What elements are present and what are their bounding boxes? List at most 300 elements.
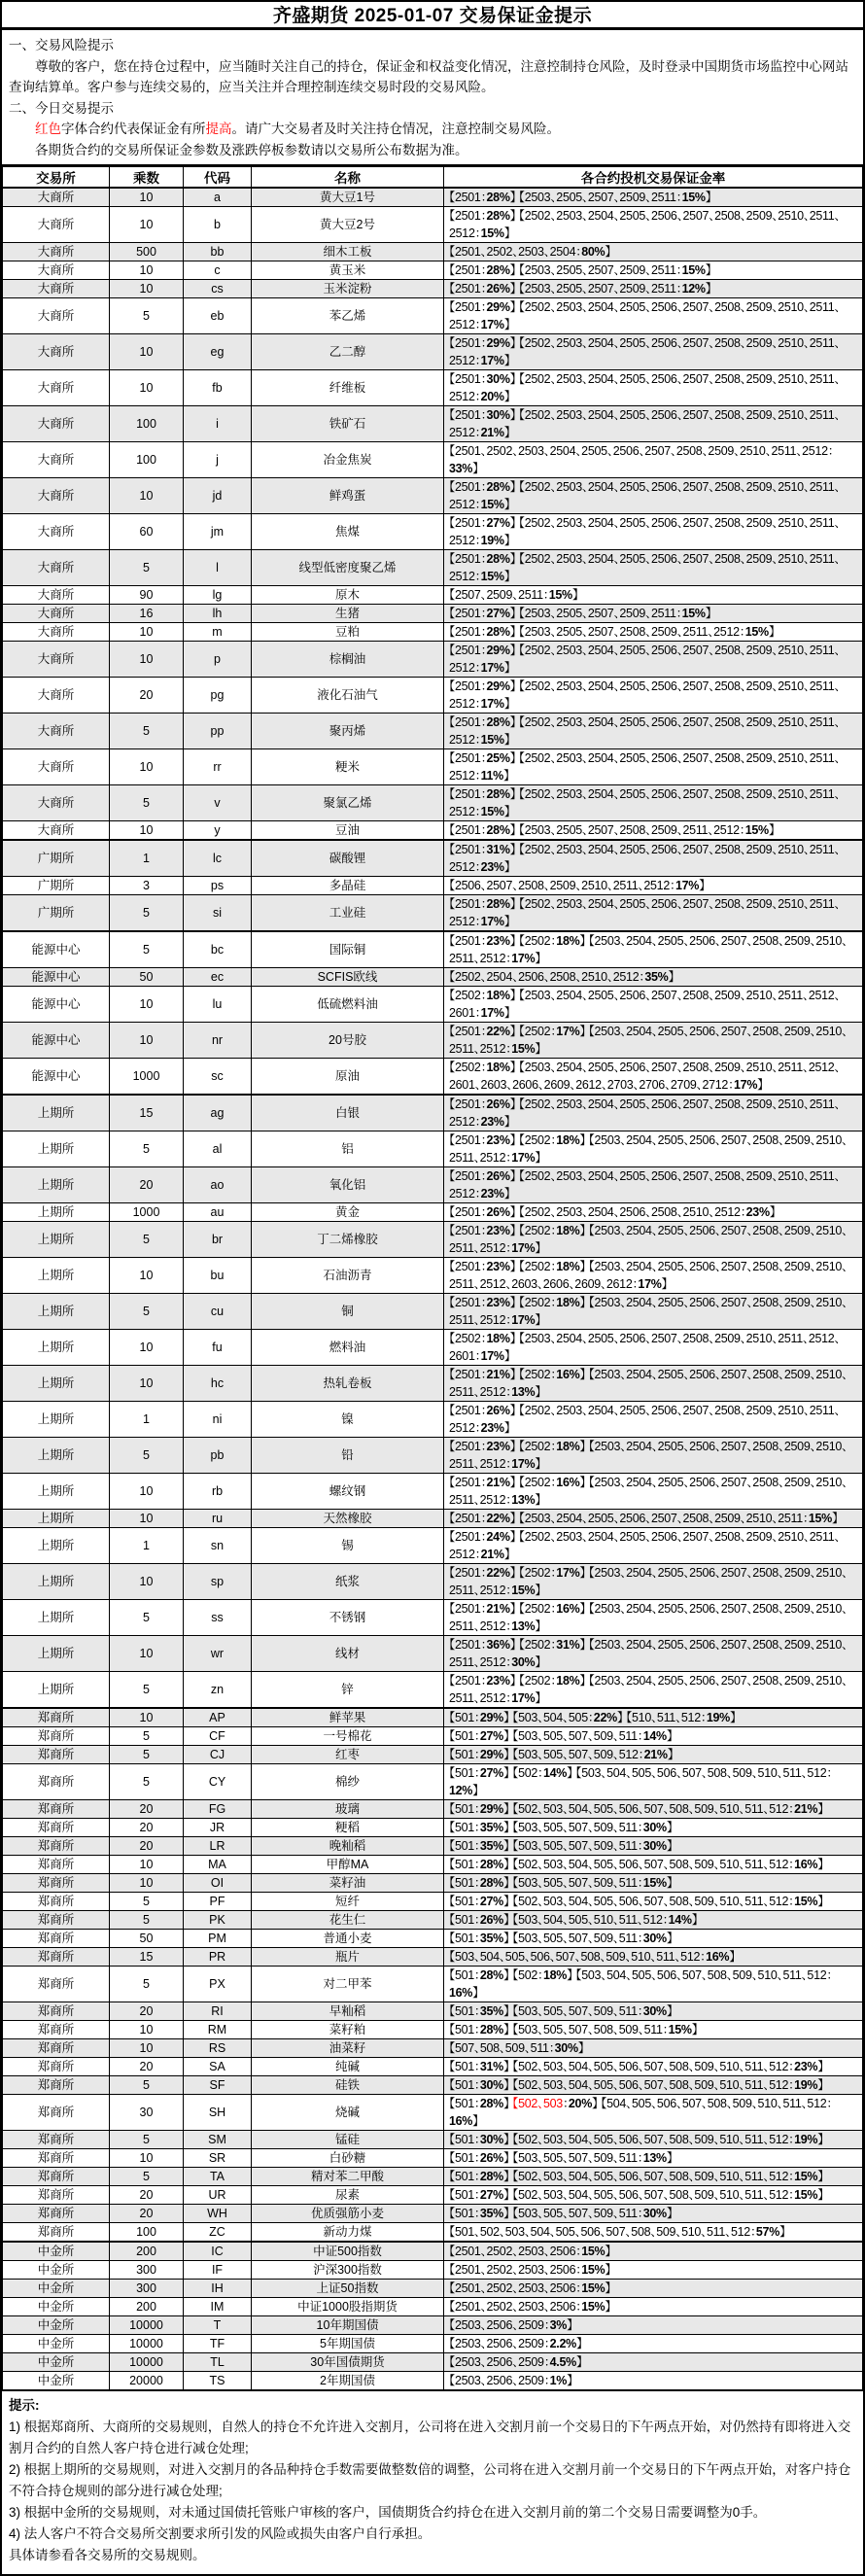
exchange-cell: 大商所 [3,298,110,334]
multiplier-cell: 20 [110,2002,184,2021]
margin-rates-cell: 【2501：28%】 【2503、2505、2507、2509、2511：15%】 [444,261,863,280]
multiplier-cell: 10 [110,1636,184,1672]
exchange-cell: 郑商所 [3,2168,110,2186]
multiplier-cell: 5 [110,1727,184,1746]
margin-rates-cell: 【2501、2502、2503、2504、2505、2506、2507、2508、2509、2510、2511、2512：33%】 [444,442,863,478]
margin-rates-cell: 【2501：28%】 【2502、2503、2504、2505、2506、2507、2508、2509、2510、2511、2512：17%】 [444,895,863,932]
code-cell: PR [184,1948,252,1967]
name-cell: 短纤 [252,1893,444,1911]
multiplier-cell: 10 [110,1330,184,1366]
name-cell: 原木 [252,586,444,605]
multiplier-cell: 20 [110,1819,184,1837]
exchange-cell: 郑商所 [3,1874,110,1893]
name-cell: 豆油 [252,821,444,841]
exchange-cell: 大商所 [3,785,110,821]
notes-section [2,2391,863,2574]
margin-rates-cell: 【503、504、505、506、507、508、509、510、511、512：16%】 [444,1948,863,1967]
name-cell: 玉米淀粉 [252,280,444,298]
table-row [3,623,863,642]
multiplier-cell: 10 [110,1023,184,1059]
table-row [3,1438,863,1474]
table-row [3,2149,863,2168]
multiplier-cell: 200 [110,2242,184,2261]
multiplier-cell: 200 [110,2298,184,2316]
code-cell: jd [184,478,252,514]
table-row [3,2095,863,2131]
name-cell: 鲜苹果 [252,1708,444,1727]
table-row [3,1636,863,1672]
code-cell: bu [184,1258,252,1294]
name-cell: 冶金焦炭 [252,442,444,478]
code-cell: RI [184,2002,252,2021]
multiplier-cell: 10 [110,1510,184,1528]
margin-rates-cell: 【501：28%】 【502、503、504、505、506、507、508、509、510、511、512：15%】 [444,2168,863,2186]
margin-rates-cell: 【2501：27%】 【2502、2503、2504、2505、2506、2507、2508、2509、2510、2511、2512：19%】 [444,514,863,550]
exchange-cell: 大商所 [3,442,110,478]
multiplier-cell: 20 [110,2186,184,2205]
margin-rates-cell: 【501：27%】 【502、503、504、505、506、507、508、509、510、511、512：15%】 [444,2186,863,2205]
code-cell: JR [184,1819,252,1837]
header-multiplier: 乘数 [110,166,184,189]
exchange-cell: 郑商所 [3,1764,110,1800]
margin-rates-cell: 【501：30%】 【502、503、504、505、506、507、508、509、510、511、512：19%】 [444,2076,863,2095]
name-cell: 2年期国债 [252,2372,444,2391]
exchange-cell: 大商所 [3,514,110,550]
margin-rates-cell: 【2501：23%】 【2502：18%】 【2503、2504、2505、2506、2507、2508、2509、2510、2511、2512：17%】 [444,1131,863,1167]
code-cell: SM [184,2131,252,2149]
name-cell: 菜籽粕 [252,2021,444,2039]
table-row [3,1474,863,1510]
exchange-cell: 能源中心 [3,1023,110,1059]
exchange-cell: 能源中心 [3,1059,110,1096]
exchange-cell: 大商所 [3,678,110,714]
multiplier-cell: 10 [110,188,184,207]
exchange-cell: 郑商所 [3,1893,110,1911]
name-cell: 红枣 [252,1746,444,1764]
multiplier-cell: 50 [110,968,184,987]
name-cell: 纯碱 [252,2058,444,2076]
multiplier-cell: 300 [110,2261,184,2280]
multiplier-cell: 10 [110,642,184,678]
multiplier-cell: 5 [110,931,184,968]
exchange-cell: 大商所 [3,261,110,280]
table-row [3,442,863,478]
name-cell: 铝 [252,1131,444,1167]
name-cell: 苯乙烯 [252,298,444,334]
code-cell: eb [184,298,252,334]
table-row [3,261,863,280]
today-highlight-line [9,119,856,140]
table-row [3,243,863,261]
exchange-cell: 郑商所 [3,1837,110,1856]
name-cell: 锰硅 [252,2131,444,2149]
table-row [3,2372,863,2391]
exchange-cell: 大商所 [3,370,110,406]
table-row [3,1510,863,1528]
exchange-cell: 上期所 [3,1095,110,1131]
margin-rates-cell: 【2506、2507、2508、2509、2510、2511、2512：17%】 [444,877,863,895]
name-cell: 纤维板 [252,370,444,406]
name-cell: 工业硅 [252,895,444,932]
margin-rates-cell: 【2501：23%】 【2502：18%】 【2503、2504、2505、2506、2507、2508、2509、2510、2511、2512：17%】 [444,931,863,968]
multiplier-cell: 30 [110,2095,184,2131]
multiplier-cell: 5 [110,714,184,749]
multiplier-cell: 10 [110,987,184,1023]
multiplier-cell: 10000 [110,2335,184,2353]
margin-rates-cell: 【501：27%】 【503、505、507、509、511：14%】 [444,1727,863,1746]
exchange-cell: 上期所 [3,1167,110,1203]
name-cell: 丁二烯橡胶 [252,1222,444,1258]
multiplier-cell: 10 [110,749,184,785]
name-cell: 铁矿石 [252,406,444,442]
name-cell: 乙二醇 [252,334,444,370]
exchange-cell: 中金所 [3,2261,110,2280]
table-row [3,2186,863,2205]
exchange-cell: 郑商所 [3,1708,110,1727]
margin-rates-cell: 【501：35%】 【503、505、507、509、511：30%】 [444,2205,863,2223]
table-row [3,2131,863,2149]
table-row [3,2335,863,2353]
header-name: 名称 [252,166,444,189]
name-cell: 细木工板 [252,243,444,261]
table-row [3,1528,863,1564]
margin-rates-cell: 【501：35%】 【503、505、507、509、511：30%】 [444,1819,863,1837]
code-cell: pg [184,678,252,714]
exchange-cell: 上期所 [3,1564,110,1600]
table-row [3,514,863,550]
margin-rates-cell: 【2501：21%】 【2502：16%】 【2503、2504、2505、2506、2507、2508、2509、2510、2511、2512：13%】 [444,1366,863,1402]
table-row [3,605,863,623]
margin-rates-cell: 【2501：23%】 【2502：18%】 【2503、2504、2505、2506、2507、2508、2509、2510、2511、2512：17%】 [444,1294,863,1330]
name-cell: 精对苯二甲酸 [252,2168,444,2186]
table-row [3,1059,863,1096]
margin-rates-cell: 【2501、2502、2503、2506：15%】 [444,2298,863,2316]
multiplier-cell: 5 [110,1600,184,1636]
margin-rates-cell: 【2501：26%】 【2502、2503、2504、2505、2506、2507、2508、2509、2510、2511、2512：23%】 [444,1402,863,1438]
code-cell: wr [184,1636,252,1672]
code-cell: PX [184,1967,252,2002]
name-cell: 镍 [252,1402,444,1438]
name-cell: 液化石油气 [252,678,444,714]
code-cell: pb [184,1438,252,1474]
table-row [3,1294,863,1330]
name-cell: 菜籽油 [252,1874,444,1893]
name-cell: 硅铁 [252,2076,444,2095]
table-row [3,298,863,334]
code-cell: rr [184,749,252,785]
code-cell: pp [184,714,252,749]
multiplier-cell: 20 [110,1800,184,1819]
code-cell: CY [184,1764,252,1800]
code-cell: TA [184,2168,252,2186]
multiplier-cell: 10 [110,1366,184,1402]
multiplier-cell: 5 [110,1967,184,2002]
exchange-cell: 中金所 [3,2316,110,2335]
table-row [3,1893,863,1911]
table-row [3,586,863,605]
name-cell: 线型低密度聚乙烯 [252,550,444,586]
raised-margin-contracts: 【502、503 [512,2097,563,2110]
multiplier-cell: 1 [110,1528,184,1564]
table-row [3,2002,863,2021]
code-cell: j [184,442,252,478]
table-row [3,280,863,298]
name-cell: 棉纱 [252,1764,444,1800]
margin-rates-cell: 【2501：30%】 【2502、2503、2504、2505、2506、2507、2508、2509、2510、2511、2512：21%】 [444,406,863,442]
code-cell: nr [184,1023,252,1059]
exchange-cell: 广期所 [3,877,110,895]
name-cell: 原油 [252,1059,444,1096]
margin-rates-cell: 【2501：29%】 【2502、2503、2504、2505、2506、2507、2508、2509、2510、2511、2512：17%】 [444,334,863,370]
table-row [3,334,863,370]
margin-rates-cell: 【501：29%】 【503、505、507、509、512：21%】 [444,1746,863,1764]
margin-rates-cell: 【501、502、503、504、505、506、507、508、509、510、511、512：57%】 [444,2223,863,2243]
multiplier-cell: 10 [110,1474,184,1510]
table-row [3,2076,863,2095]
code-cell: LR [184,1837,252,1856]
multiplier-cell: 100 [110,2223,184,2243]
table-row [3,1095,863,1131]
exchange-cell: 郑商所 [3,2186,110,2205]
table-row [3,1856,863,1874]
table-row [3,1819,863,1837]
code-cell: au [184,1203,252,1222]
multiplier-cell: 10 [110,2039,184,2058]
multiplier-cell: 20 [110,678,184,714]
highlight-mid-text: 字体合约代表保证金有所 [61,122,206,136]
margin-rates-cell: 【2501：28%】 【2502、2503、2504、2505、2506、2507、2508、2509、2510、2511、2512：15%】 [444,207,863,243]
table-row [3,1330,863,1366]
name-cell: 铅 [252,1438,444,1474]
code-cell: sc [184,1059,252,1096]
exchange-cell: 大商所 [3,623,110,642]
table-row [3,895,863,932]
name-cell: SCFIS欧线 [252,968,444,987]
code-cell: SA [184,2058,252,2076]
code-cell: SF [184,2076,252,2095]
name-cell: 花生仁 [252,1911,444,1930]
exchange-cell: 上期所 [3,1222,110,1258]
exchange-cell: 大商所 [3,406,110,442]
code-cell: PK [184,1911,252,1930]
name-cell: 甲醇MA [252,1856,444,1874]
table-row [3,2242,863,2261]
exchange-cell: 郑商所 [3,1930,110,1948]
name-cell: 黄大豆2号 [252,207,444,243]
multiplier-cell: 20 [110,1837,184,1856]
table-row [3,987,863,1023]
table-row [3,1366,863,1402]
name-cell: 粳米 [252,749,444,785]
code-cell: OI [184,1874,252,1893]
name-cell: 天然橡胶 [252,1510,444,1528]
exchange-cell: 上期所 [3,1131,110,1167]
code-cell: ec [184,968,252,987]
exchange-cell: 大商所 [3,821,110,841]
exchange-cell: 大商所 [3,478,110,514]
exchange-cell: 郑商所 [3,2095,110,2131]
margin-rates-cell: 【2501：27%】 【2503、2505、2507、2509、2511：15%】 [444,605,863,623]
code-cell: ps [184,877,252,895]
margin-rates-cell: 【2501：25%】 【2502、2503、2504、2505、2506、2507、2508、2509、2510、2511、2512：11%】 [444,749,863,785]
table-row [3,1930,863,1948]
exchange-cell: 大商所 [3,586,110,605]
name-cell: 玻璃 [252,1800,444,1819]
multiplier-cell: 5 [110,298,184,334]
code-cell: CJ [184,1746,252,1764]
margin-rates-cell: 【2501：22%】 【2503、2504、2505、2506、2507、2508、2509、2510、2511：15%】 [444,1510,863,1528]
margin-rates-cell: 【2501、2502、2503、2506：15%】 [444,2242,863,2261]
margin-rates-cell: 【2501：23%】 【2502：18%】 【2503、2504、2505、2506、2507、2508、2509、2510、2511、2512：17%】 [444,1222,863,1258]
code-cell: ZC [184,2223,252,2243]
table-row [3,1564,863,1600]
margin-rates-cell: 【501：29%】 【503、504、505：22%】 【510、511、512：19%】 [444,1708,863,1727]
code-cell: bc [184,931,252,968]
exchange-cell: 大商所 [3,280,110,298]
exchange-cell: 能源中心 [3,931,110,968]
exchange-cell: 郑商所 [3,2205,110,2223]
margin-rates-cell: 【2501：28%】 【2502、2503、2504、2505、2506、2507、2508、2509、2510、2511、2512：15%】 [444,714,863,749]
exchange-cell: 广期所 [3,895,110,932]
code-cell: ss [184,1600,252,1636]
exchange-cell: 上期所 [3,1438,110,1474]
table-row [3,1837,863,1856]
margin-rates-cell: 【2501：23%】 【2502：18%】 【2503、2504、2505、2506、2507、2508、2509、2510、2511、2512：17%】 [444,1438,863,1474]
table-row [3,207,863,243]
multiplier-cell: 90 [110,586,184,605]
code-cell: RS [184,2039,252,2058]
exchange-cell: 大商所 [3,550,110,586]
multiplier-cell: 15 [110,1948,184,1967]
margin-rates-cell: 【2502：18%】 【2503、2504、2505、2506、2507、2508、2509、2510、2511、2512、2601、2603、2606、2609、2612、2703、2706、2709、2712：17%】 [444,1059,863,1096]
margin-rates-cell: 【2501：23%】 【2502：18%】 【2503、2504、2505、2506、2507、2508、2509、2510、2511、2512：17%】 [444,1672,863,1709]
multiplier-cell: 5 [110,1764,184,1800]
red-word-hongse: 红色 [35,122,61,136]
exchange-cell: 郑商所 [3,2131,110,2149]
margin-rates-cell: 【501：28%】 【503、505、507、508、509、511：15%】 [444,2021,863,2039]
table-row [3,370,863,406]
multiplier-cell: 5 [110,2168,184,2186]
exchange-cell: 郑商所 [3,1819,110,1837]
table-row [3,1874,863,1893]
name-cell: 新动力煤 [252,2223,444,2243]
exchange-cell: 郑商所 [3,1948,110,1967]
margin-rates-cell: 【501：28%】 【502、503：20%】 【504、505、506、507、508、509、510、511、512：16%】 [444,2095,863,2131]
table-row [3,406,863,442]
table-row [3,2168,863,2186]
margin-rates-cell: 【2501：36%】 【2502：31%】 【2503、2504、2505、2506、2507、2508、2509、2510、2511、2512：30%】 [444,1636,863,1672]
margin-rates-cell: 【2503、2506、2509：3%】 [444,2316,863,2335]
table-row [3,1258,863,1294]
multiplier-cell: 10 [110,207,184,243]
exchange-cell: 郑商所 [3,2076,110,2095]
code-cell: RM [184,2021,252,2039]
multiplier-cell: 5 [110,1911,184,1930]
margin-rates-cell: 【2502：18%】 【2503、2504、2505、2506、2507、2508、2509、2510、2511、2512、2601：17%】 [444,1330,863,1366]
multiplier-cell: 1 [110,840,184,877]
table-row [3,1222,863,1258]
red-word-tigao: 提高 [205,122,232,136]
table-row [3,1023,863,1059]
name-cell: 纸浆 [252,1564,444,1600]
exchange-cell: 上期所 [3,1636,110,1672]
margin-rates-cell: 【501：35%】 【503、505、507、509、511：30%】 [444,2002,863,2021]
name-cell: 30年国债期货 [252,2353,444,2372]
name-cell: 锌 [252,1672,444,1709]
name-cell: 螺纹钢 [252,1474,444,1510]
name-cell: 5年期国债 [252,2335,444,2353]
multiplier-cell: 300 [110,2280,184,2298]
exchange-cell: 郑商所 [3,2039,110,2058]
code-cell: p [184,642,252,678]
multiplier-cell: 10 [110,1708,184,1727]
name-cell: 白砂糖 [252,2149,444,2168]
margin-rates-cell: 【2501：26%】 【2502、2503、2504、2505、2506、2507、2508、2509、2510、2511、2512：23%】 [444,1095,863,1131]
code-cell: CF [184,1727,252,1746]
exchange-cell: 大商所 [3,642,110,678]
margin-rates-cell: 【2502：18%】 【2503、2504、2505、2506、2507、2508、2509、2510、2511、2512、2601：17%】 [444,987,863,1023]
margin-rates-cell: 【2501：28%】 【2503、2505、2507、2509、2511：15%】 [444,188,863,207]
margin-rates-cell: 【2501：24%】 【2502、2503、2504、2505、2506、2507、2508、2509、2510、2511、2512：21%】 [444,1528,863,1564]
code-cell: br [184,1222,252,1258]
multiplier-cell: 10 [110,2149,184,2168]
name-cell: 优质强筋小麦 [252,2205,444,2223]
exchange-cell: 郑商所 [3,2002,110,2021]
margin-rates-cell: 【501：35%】 【503、505、507、509、511：30%】 [444,1930,863,1948]
code-cell: si [184,895,252,932]
exchange-cell: 上期所 [3,1203,110,1222]
exchange-cell: 大商所 [3,188,110,207]
name-cell: 早籼稻 [252,2002,444,2021]
multiplier-cell: 10 [110,1856,184,1874]
margin-rates-cell: 【2501：26%】 【2503、2505、2507、2509、2511：12%】 [444,280,863,298]
multiplier-cell: 3 [110,877,184,895]
exchange-cell: 中金所 [3,2353,110,2372]
margin-rates-cell: 【2501：29%】 【2502、2503、2504、2505、2506、2507、2508、2509、2510、2511、2512：17%】 [444,642,863,678]
page-title: 齐盛期货 2025-01-07 交易保证金提示 [2,2,863,30]
table-row [3,1967,863,2002]
code-cell: a [184,188,252,207]
table-row [3,678,863,714]
margin-rates-cell: 【2501：28%】 【2502、2503、2504、2505、2506、2507、2508、2509、2510、2511、2512：15%】 [444,550,863,586]
code-cell: FG [184,1800,252,1819]
margin-rates-cell: 【2501：30%】 【2502、2503、2504、2505、2506、2507、2508、2509、2510、2511、2512：20%】 [444,370,863,406]
multiplier-cell: 10 [110,280,184,298]
multiplier-cell: 10 [110,370,184,406]
margin-rates-cell: 【2501：21%】 【2502：16%】 【2503、2504、2505、2506、2507、2508、2509、2510、2511、2512：13%】 [444,1474,863,1510]
name-cell: 烧碱 [252,2095,444,2131]
exchange-cell: 上期所 [3,1474,110,1510]
margin-rates-cell: 【2501：26%】 【2502、2503、2504、2506、2508、2510、2512：23%】 [444,1203,863,1222]
code-cell: PM [184,1930,252,1948]
exchange-cell: 上期所 [3,1330,110,1366]
name-cell: 普通小麦 [252,1930,444,1948]
name-cell: 碳酸锂 [252,840,444,877]
margin-rates-cell: 【2501：22%】 【2502：17%】 【2503、2504、2505、2506、2507、2508、2509、2510、2511、2512：15%】 [444,1564,863,1600]
table-row [3,968,863,987]
multiplier-cell: 10 [110,2021,184,2039]
margin-rates-cell: 【2501：26%】 【2502、2503、2504、2505、2506、2507、2508、2509、2510、2511、2512：23%】 [444,1167,863,1203]
multiplier-cell: 5 [110,895,184,932]
margin-rates-cell: 【501：35%】 【503、505、507、509、511：30%】 [444,1837,863,1856]
name-cell: 粳稻 [252,1819,444,1837]
name-cell: 对二甲苯 [252,1967,444,2002]
margin-rates-cell: 【2501：28%】 【2503、2505、2507、2508、2509、2511、2512：15%】 [444,821,863,841]
code-cell: bb [184,243,252,261]
multiplier-cell: 20 [110,2058,184,2076]
table-row [3,1911,863,1930]
margin-rates-cell: 【501：29%】 【502、503、504、505、506、507、508、509、510、511、512：21%】 [444,1800,863,1819]
